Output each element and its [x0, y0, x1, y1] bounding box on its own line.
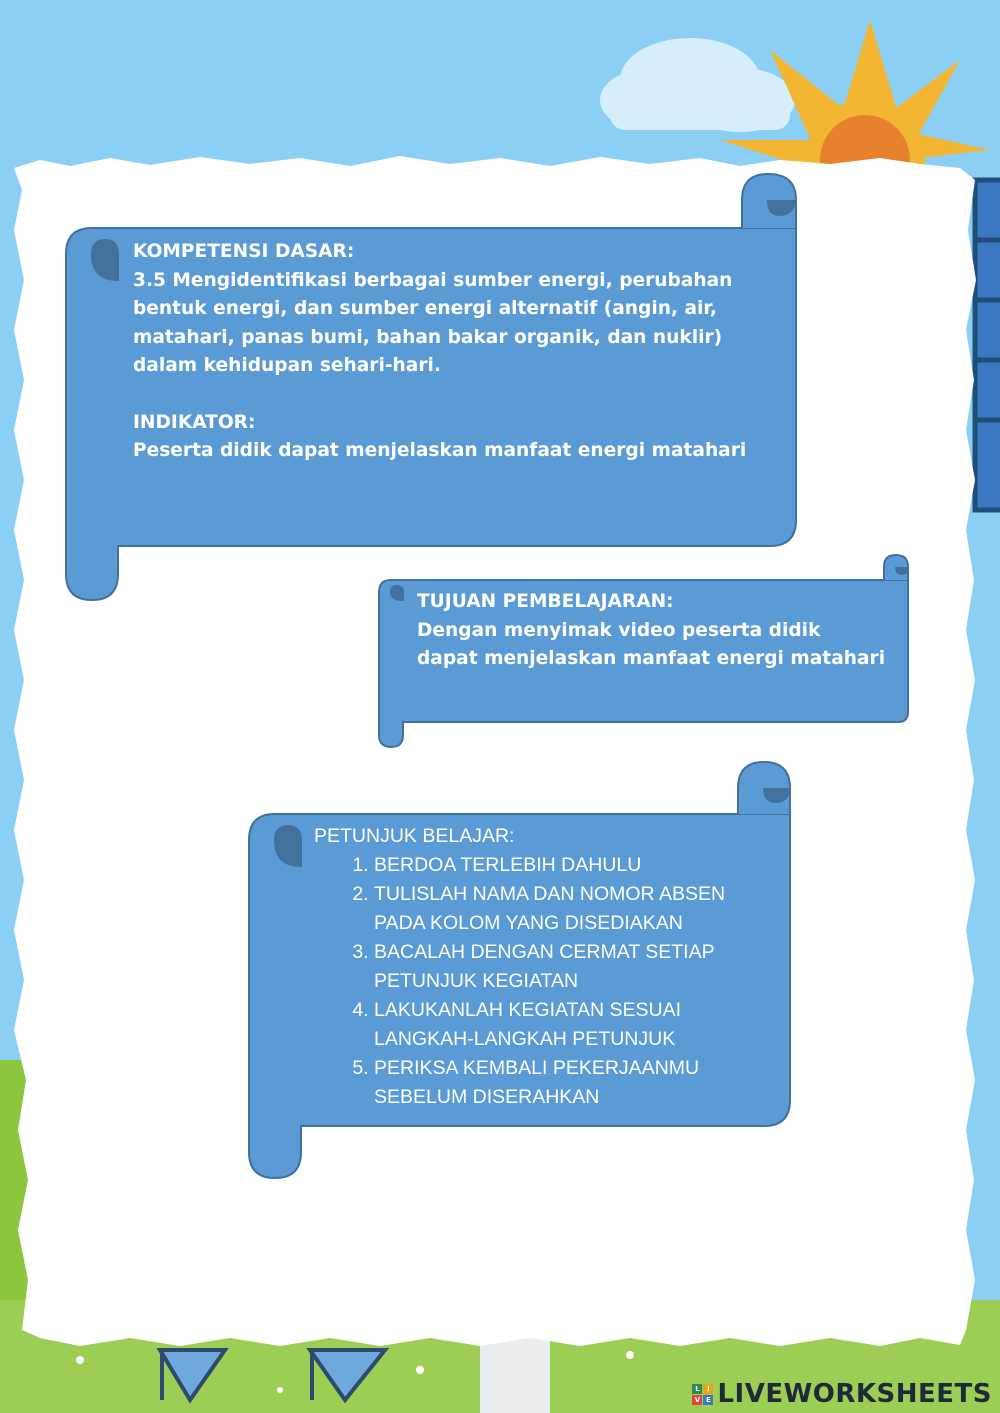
petunjuk-block: [314, 822, 774, 1112]
tujuan-heading: TUJUAN PEMBELAJARAN:: [417, 591, 674, 612]
brand-name: LIVEWORKSHEETS: [717, 1379, 992, 1409]
list-item: 5. PERIKSA KEMBALI PEKERJAANMU SEBELUM DISERAHKAN: [374, 1054, 774, 1112]
kompetensi-body: 3.5 Mengidentifikasi berbagai sumber energi, perubahan bentuk energi, dan sumber energi alternatif (angin, air, matahari, panas bumi, bahan bakar organik, dan nuklir) dalam kehidupan sehari-hari.: [133, 269, 733, 376]
kompetensi-heading: KOMPETENSI DASAR:: [133, 241, 355, 262]
list-item: 1. BERDOA TERLEBIH DAHULU: [374, 851, 774, 880]
liveworksheets-logo-icon: L I V E: [692, 1384, 713, 1405]
list-item: 3. BACALAH DENGAN CERMAT SETIAP PETUNJUK KEGIATAN: [374, 938, 774, 996]
tujuan-block: [417, 588, 887, 674]
solar-panel-icon: [975, 180, 1000, 510]
petunjuk-heading: PETUNJUK BELAJAR:: [314, 825, 515, 847]
indikator-heading: INDIKATOR:: [133, 411, 256, 433]
list-item: 4. LAKUKANLAH KEGIATAN SESUAI LANGKAH-LANGKAH PETUNJUK: [374, 996, 774, 1054]
petunjuk-list: [314, 851, 774, 1112]
indikator-body: Peserta didik dapat menjelaskan manfaat energi matahari: [133, 440, 747, 461]
liveworksheets-brand: [692, 1379, 992, 1409]
kompetensi-block: [133, 238, 773, 466]
list-item: 2. TULISLAH NAMA DAN NOMOR ABSEN PADA KOLOM YANG DISEDIAKAN: [374, 880, 774, 938]
tujuan-body: Dengan menyimak video peserta didik dapat menjelaskan manfaat energi matahari: [417, 619, 886, 669]
